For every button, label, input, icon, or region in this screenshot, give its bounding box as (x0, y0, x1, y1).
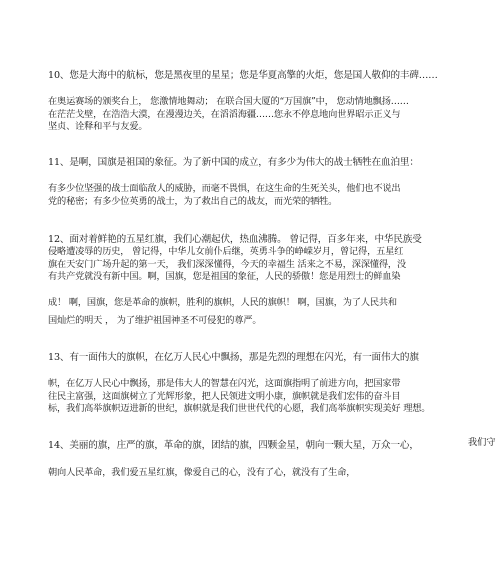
paragraph-title: 10、您是大海中的航标，您是黑夜里的星星；您是华夏高擎的火炬，您是国人敬仰的丰碑…… (48, 70, 438, 81)
paragraph-line: 有多少位坚强的战士面临敌人的威胁，而毫不畏惧，在这生命的生死关头，他们也不说出 (48, 183, 401, 194)
paragraph-line: 在茫茫戈壁，在浩浩大漠，在漫漫边关，在滔滔海疆……您永不停息地向世界昭示正义与 (48, 109, 401, 120)
paragraph-line: 朝向人民革命，我们爱五星红旗，像爱自己的心，没有了心，就没有了生命， (48, 467, 356, 478)
paragraph-line: 有共产党就没有新中国。啊，国旗，您是祖国的象征，人民的骄傲！您是用烈士的鲜血染 (48, 271, 401, 282)
paragraph-line: 12、面对着鲜艳的五星红旗，我们心潮起伏，热血沸腾。 曾记得，百多年来，中华民族受 (48, 234, 422, 245)
paragraph-line: 帜，在亿万人民心中飘扬，那是伟大人的智慧在闪光，这面旗指明了前进方向，把国家带 (48, 378, 401, 389)
paragraph-line: 党的秘密；有多少位英勇的战士，为了救出自己的战友，而光荣的牺牲。 (48, 196, 338, 207)
paragraph-line: 成！ 啊，国旗，您是革命的旗帜，胜利的旗帜，人民的旗帜！ 啊，国旗，为了人民共和 (48, 297, 397, 308)
paragraph-line: 在奥运赛场的颁奖台上， 您激情地舞动； 在联合国大厦的“万国旗”中， 您动情地飘扬…… (48, 96, 409, 107)
paragraph-line: 标，我们高举旗帜迈进新的世纪，旗帜就是我们世世代代的心愿，我们高举旗帜实现美好 理想。 (48, 403, 431, 414)
paragraph-line: 国灿烂的明天 ， 为了维护祖国神圣不可侵犯的尊严。 (48, 315, 262, 326)
paragraph-title: 14、美丽的旗，庄严的旗，革命的旗，团结的旗，四颗金星，朝向一颗大星，万众一心， (48, 440, 419, 451)
paragraph-title: 13、有一面伟大的旗帜，在亿万人民心中飘扬，那是先烈的理想在闪光，有一面伟大的旗 (48, 352, 419, 363)
paragraph-line: 坚贞、诠释和平与友爱。 (48, 121, 148, 132)
paragraph-line: 往民主富强，这面旗树立了光辉形象，把人民领进文明小康，旗帜就是我们宏伟的奋斗目 (48, 391, 401, 402)
paragraph-line: 旗在天安门广场升起的第一天， 我们深深懂得，今天的幸福生 活来之不易，深深懂得，没 (48, 259, 407, 270)
paragraph-line: 侵略遭凌辱的历史， 曾记得，中华儿女前仆后继，英勇斗争的峥嵘岁月，曾记得，五星红 (48, 246, 404, 257)
paragraph-title: 11、是啊，国旗是祖国的象征。为了新中国的成立，有多少为伟大的战士牺牲在血泊里： (48, 157, 419, 168)
paragraph-title-tail: 我们守 (468, 437, 496, 448)
